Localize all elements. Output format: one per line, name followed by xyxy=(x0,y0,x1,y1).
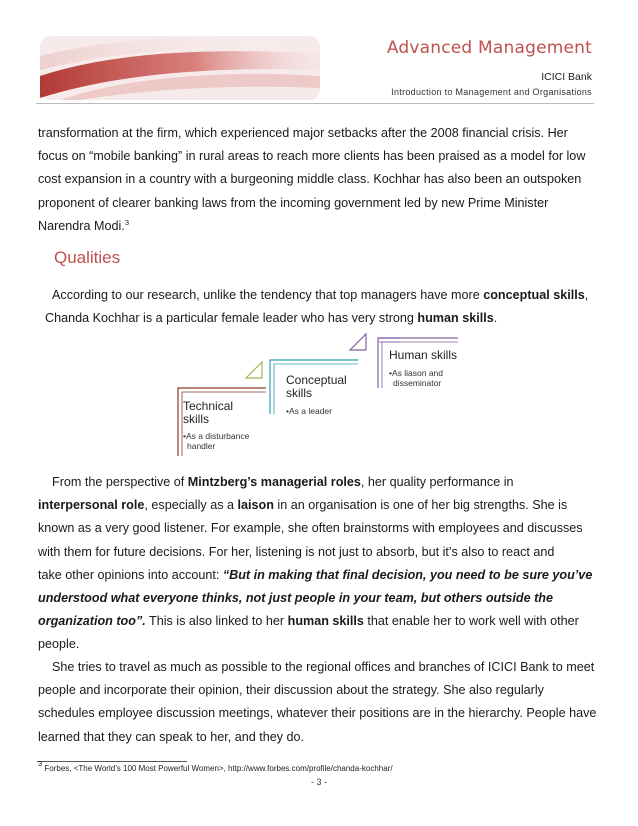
footnote-reference[interactable]: 3 xyxy=(124,217,129,227)
footnote-number: 3 xyxy=(38,759,43,768)
intro-line: cost expansion in a country with a burgeoning middle class. Kochhar has also been an outspoken xyxy=(38,172,582,187)
text-run: with them for future decisions. For her, listening is not just to absorb, but it’s also to react and xyxy=(38,544,555,559)
step-title-line: skills xyxy=(286,386,312,400)
text-run: . xyxy=(493,311,498,326)
text-run: take other opinions into account: xyxy=(38,567,223,582)
step-bullet-line: •As liason and xyxy=(389,368,444,378)
text-run: learned that they can speak to her, and they do. xyxy=(38,729,305,744)
conceptual-skills-label xyxy=(286,374,347,400)
text-run: people. xyxy=(38,637,80,652)
text-run: According to our research, unlike the tendency that top managers have more xyxy=(52,288,484,302)
travel-paragraph xyxy=(38,656,598,749)
intro-line: Narendra Modi. xyxy=(38,218,125,233)
section-heading-qualities: Qualities xyxy=(54,248,121,267)
intro-line: focus on “mobile banking” in rural areas to reach more clients has been praised as a model for low xyxy=(38,149,586,164)
quote-text: “But in making that final decision, you need to be sure you’ve xyxy=(222,567,593,582)
footnote-divider xyxy=(37,761,187,762)
technical-skills-role xyxy=(183,431,249,451)
text-run: that enable her to work well with other xyxy=(363,614,579,629)
page-number: - 3 - xyxy=(310,777,327,787)
text-run: , especially as a xyxy=(144,498,238,513)
document-title: Advanced Management xyxy=(386,38,592,58)
text-run: schedules employee discussion meetings, whatever their positions are in the hierarchy. People have xyxy=(38,706,597,721)
intro-line: proponent of clearer banking laws from the incoming government led by new Prime Minister xyxy=(38,195,549,210)
text-run: She tries to travel as much as possible to the regional offices and branches of ICICI Bank to meet xyxy=(52,660,595,674)
qualities-paragraph xyxy=(45,284,604,330)
emphasis-mintzberg: Mintzberg’s managerial roles xyxy=(187,475,361,489)
footnote-text: Forbes, <The World’s 100 Most Powerful Women>, http://www.forbes.com/profile/chanda-kochhar/ xyxy=(42,764,393,773)
emphasis-human-skills: human skills xyxy=(417,311,494,326)
text-run: , her quality performance in xyxy=(360,475,514,489)
quote-text: understood what everyone thinks, not just people in your team, but others outside the xyxy=(38,591,553,606)
emphasis-laison: laison xyxy=(237,498,274,513)
quote-text: organization too”. xyxy=(38,614,146,629)
step-title-line: Conceptual xyxy=(286,373,347,387)
technical-skills-label xyxy=(183,400,233,426)
emphasis-human-skills: human skills xyxy=(287,614,364,629)
mintzberg-paragraph xyxy=(38,471,598,657)
header-banner-graphic xyxy=(40,36,320,100)
text-run: This is also linked to her xyxy=(145,614,288,629)
header-divider xyxy=(36,103,594,104)
footnote xyxy=(38,759,393,773)
text-run: , xyxy=(584,288,589,302)
conceptual-skills-role xyxy=(286,406,332,416)
step-title-line: skills xyxy=(183,412,209,426)
text-run: in an organisation is one of her big strengths. She is xyxy=(273,498,568,513)
step-title-line: Human skills xyxy=(389,348,458,362)
intro-line: transformation at the firm, which experienced major setbacks after the 2008 financial crisis. Her xyxy=(38,126,568,140)
document-subtitle: Introduction to Management and Organisations xyxy=(391,87,592,97)
triangle-marker-icon xyxy=(246,362,262,378)
human-skills-role xyxy=(389,368,443,388)
text-run: known as a very good listener. For example, she often brainstorms with employees and discusses xyxy=(38,521,583,536)
step-title-line: Technical xyxy=(183,399,234,413)
text-run: Chanda Kochhar is a particular female leader who has very strong xyxy=(45,311,418,326)
text-run: From the perspective of xyxy=(52,475,188,489)
emphasis-interpersonal-role: interpersonal role xyxy=(38,498,145,513)
triangle-marker-icon xyxy=(350,334,366,350)
intro-paragraph xyxy=(38,122,598,238)
document-company: ICICI Bank xyxy=(541,71,592,83)
step-bullet-line: handler xyxy=(187,441,216,451)
step-bullet-line: disseminator xyxy=(393,378,442,388)
human-skills-label xyxy=(389,349,457,362)
text-run: people and incorporate their opinion, their discussion about the strategy. She also regularly xyxy=(38,683,544,698)
step-bullet-line: •As a leader xyxy=(286,406,332,416)
emphasis-conceptual-skills: conceptual skills xyxy=(483,288,585,302)
step-bullet-line: •As a disturbance xyxy=(183,431,250,441)
